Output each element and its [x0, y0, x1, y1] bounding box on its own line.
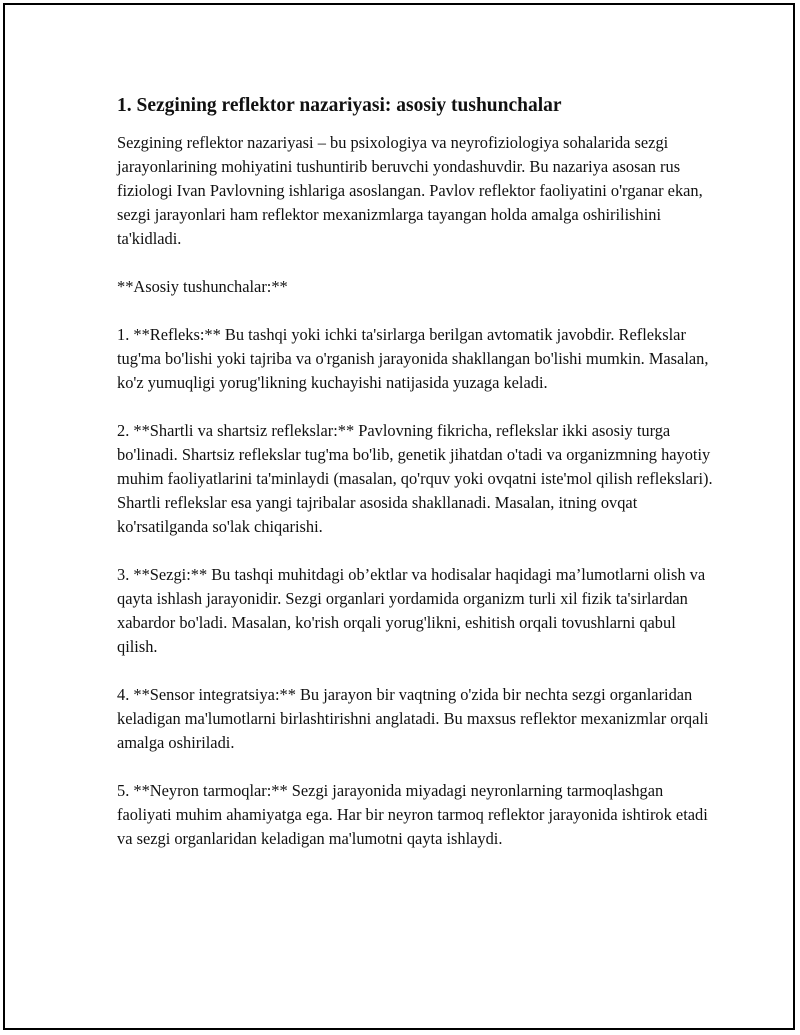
list-item-sensor-integration: 4. **Sensor integratsiya:** Bu jarayon bir vaqtning o'zida bir nechta sezgi organlaridan keladigan ma'lumotlarni birlashtirishni anglatadi. Bu maxsus reflektor mexanizmlar orqali amalga oshiriladi. — [117, 685, 709, 752]
document-body — [117, 93, 717, 875]
document-title: 1. Sezgining reflektor nazariyasi: asosiy tushunchalar — [117, 95, 562, 116]
list-item-conditioned-reflexes: 2. **Shartli va shartsiz reflekslar:** Pavlovning fikricha, reflekslar ikki asosiy turga bo'linadi. Shartsiz reflekslar tug'ma bo'lib, genetik jihatdan o'tadi va organizmning hayotiy muhim faoliyatlarini ta'minlaydi (masalan, qo'rquv yoki ovqatni iste'mol qilish reflekslari). Shartli reflekslar esa yangi tajribalar asosida shakllanadi. Masalan, itning ovqat ko'rsatilganda so'lak chiqarishi. — [117, 421, 713, 536]
list-item-neural-networks: 5. **Neyron tarmoqlar:** Sezgi jarayonida miyadagi neyronlarning tarmoqlashgan faoliyati muhim ahamiyatga ega. Har bir neyron tarmoq reflektor jarayonida ishtirok etadi va sezgi organlaridan keladigan ma'lumotni qayta ishlaydi. — [117, 781, 708, 848]
list-item-reflex: 1. **Refleks:** Bu tashqi yoki ichki ta'sirlarga berilgan avtomatik javobdir. Reflekslar tug'ma bo'lishi yoki tajriba va o'rganish jarayonida shakllangan bo'lishi mumkin. Masalan, ko'z yumuqligi yorug'likning kuchayishi natijasida yuzaga keladi. — [117, 325, 709, 392]
intro-paragraph: Sezgining reflektor nazariyasi – bu psixologiya va neyrofiziologiya sohalarida sezgi jarayonlarining mohiyatini tushuntirib beruvchi yondashuvdir. Bu nazariya asosan rus fiziologi Ivan Pavlovning ishlariga asoslangan. Pavlov reflektor faoliyatini o'rganar ekan, sezgi jarayonlari ham reflektor mexanizmlarga tayangan holda amalga oshirilishini ta'kidladi. — [117, 133, 703, 248]
subheading: **Asosiy tushunchalar:** — [117, 277, 288, 296]
list-item-sensation: 3. **Sezgi:** Bu tashqi muhitdagi ob’ektlar va hodisalar haqidagi ma’lumotlarni olish va qayta ishlash jarayonidir. Sezgi organlari yordamida organizm turli xil fizik ta'sirlardan xabardor bo'ladi. Masalan, ko'rish orqali yorug'likni, eshitish orqali tovushlarni qabul qilish. — [117, 565, 706, 656]
